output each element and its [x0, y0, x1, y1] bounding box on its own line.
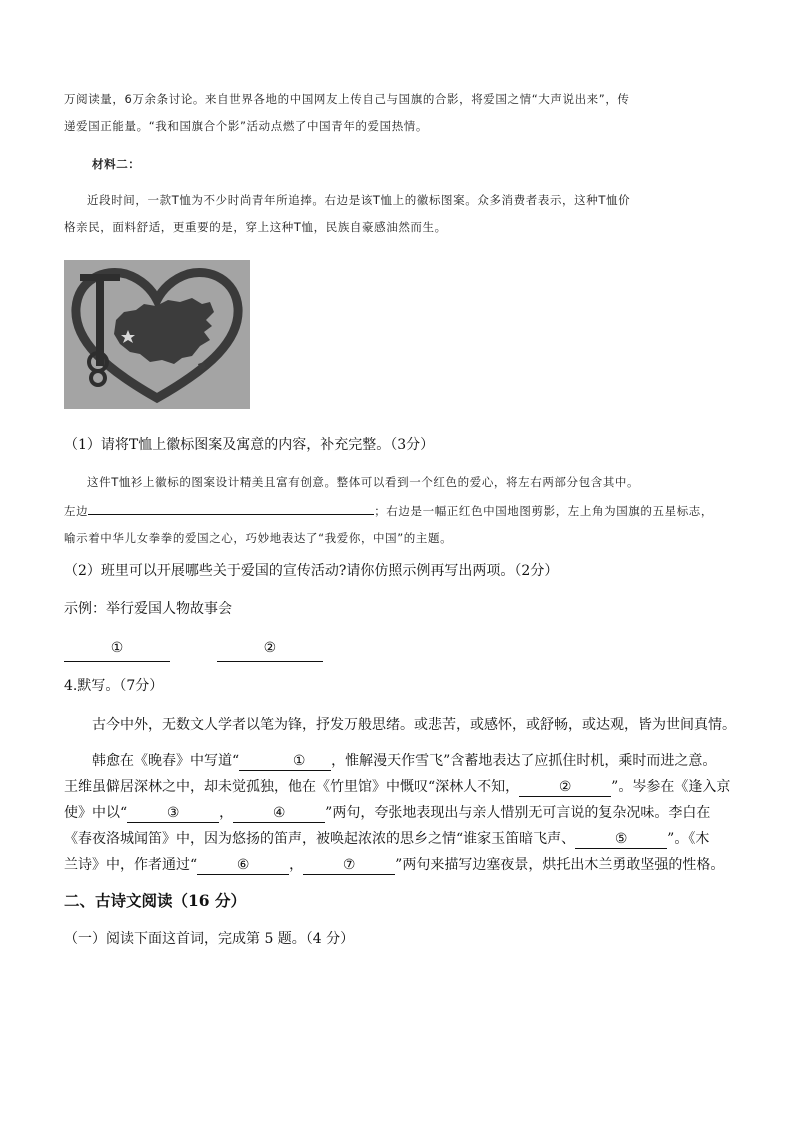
q2-example: 示例：举行爱国人物故事会: [64, 601, 232, 617]
q4-text: 韩愈在《晚春》中写道“: [92, 753, 240, 769]
q1-line2-end: ；右边是一幅正红色中国地图剪影，左上角为国旗的五星标志，: [374, 504, 713, 518]
q4-blank-1[interactable]: ①: [239, 752, 331, 771]
q4-blank-6[interactable]: ⑥: [197, 856, 289, 875]
q4-line: [64, 748, 740, 774]
section2-heading: 二、古诗文阅读（16 分）: [64, 891, 246, 910]
material2-paragraph: [64, 187, 740, 241]
q2-blank-1[interactable]: ①: [64, 635, 170, 662]
material1-paragraph-tail: [64, 86, 740, 140]
q4-text: ”。岑参在《逢入京: [611, 779, 731, 795]
q4-text: 使》中以“: [64, 805, 128, 821]
q4-text: ，: [219, 805, 234, 821]
q4-fill-paragraph: [64, 748, 740, 878]
material1-line: 万阅读量，6万余条讨论。来自世界各地的中国网友上传自己与国旗的合影，将爱国之情“大声说出来”，传: [64, 92, 630, 106]
q4-blank-2[interactable]: ②: [519, 778, 611, 797]
q1-answer-paragraph: [64, 469, 740, 552]
material1-line: 递爱国正能量。“我和国旗合个影”活动点燃了中国青年的爱国热情。: [64, 119, 429, 133]
q1-line: 喻示着中华儿女拳拳的爱国之心，巧妙地表达了“我爱你，中国”的主题。: [64, 531, 453, 545]
q4-line: [64, 774, 740, 800]
q2-prompt: （2）班里可以开展哪些关于爱国的宣传活动?请你仿照示例再写出两项。（2分）: [64, 563, 559, 579]
q4-text: ”两句来描写边塞夜景，烘托出木兰勇敢坚强的性格。: [395, 857, 725, 873]
q4-blank-3[interactable]: ③: [127, 804, 219, 823]
material2-heading: 材料二：: [92, 157, 141, 171]
q4-blank-4[interactable]: ④: [233, 804, 325, 823]
q1-answer-blank[interactable]: [88, 496, 374, 515]
q2-blanks: [64, 635, 740, 662]
tshirt-logo-image: [64, 260, 250, 409]
q4-text: 兰诗》中，作者通过“: [64, 857, 198, 873]
q4-text: ，: [289, 857, 304, 873]
q4-line: [64, 800, 740, 826]
section2-subheading: （一）阅读下面这首词，完成第 5 题。（4 分）: [64, 931, 355, 947]
q4-text: 《春夜洛城闻笛》中，因为悠扬的笛声，被唤起浓浓的思乡之情“谁家玉笛暗飞声、: [64, 831, 576, 847]
q2-blank-2[interactable]: ②: [217, 635, 323, 662]
q4-text: ”。《木: [667, 831, 710, 847]
q1-line2-start: 左边: [64, 504, 89, 518]
heart-china-map-logo-icon: [64, 260, 250, 409]
q4-blank-7[interactable]: ⑦: [303, 856, 395, 875]
q4-blank-5[interactable]: ⑤: [575, 830, 667, 849]
q4-intro: 古今中外，无数文人学者以笔为锋，抒发万般思绪。或悲苦，或感怀，或舒畅，或达观，皆为世间真情。: [92, 717, 736, 733]
material2-line: 近段时间，一款T恤为不少时尚青年所追捧。右边是该T恤上的徽标图案。众多消费者表示，这种T恤价: [87, 193, 631, 207]
q4-text: ”两句，夸张地表现出与亲人惜别无可言说的复杂况味。李白在: [325, 805, 711, 821]
q4-text: 王维虽僻居深林之中，却未觉孤独，他在《竹里馆》中慨叹“深林人不知，: [64, 779, 520, 795]
q1-prompt: （1）请将T恤上徽标图案及寓意的内容，补充完整。（3分）: [64, 437, 435, 453]
q4-line: [64, 826, 740, 852]
q4-line: [64, 852, 740, 878]
q1-line: [64, 496, 740, 525]
q1-line: 这件T恤衫上徽标的图案设计精美且富有创意。整体可以看到一个红色的爱心，将左右两部分包含其中。: [87, 475, 640, 489]
material2-line: 格亲民，面料舒适，更重要的是，穿上这种T恤，民族自豪感油然而生。: [64, 220, 447, 234]
q4-title: 4.默写。（7分）: [64, 678, 164, 694]
q4-text: ，惟解漫天作雪飞”含蓄地表达了应抓住时机，乘时而进之意。: [331, 753, 717, 769]
